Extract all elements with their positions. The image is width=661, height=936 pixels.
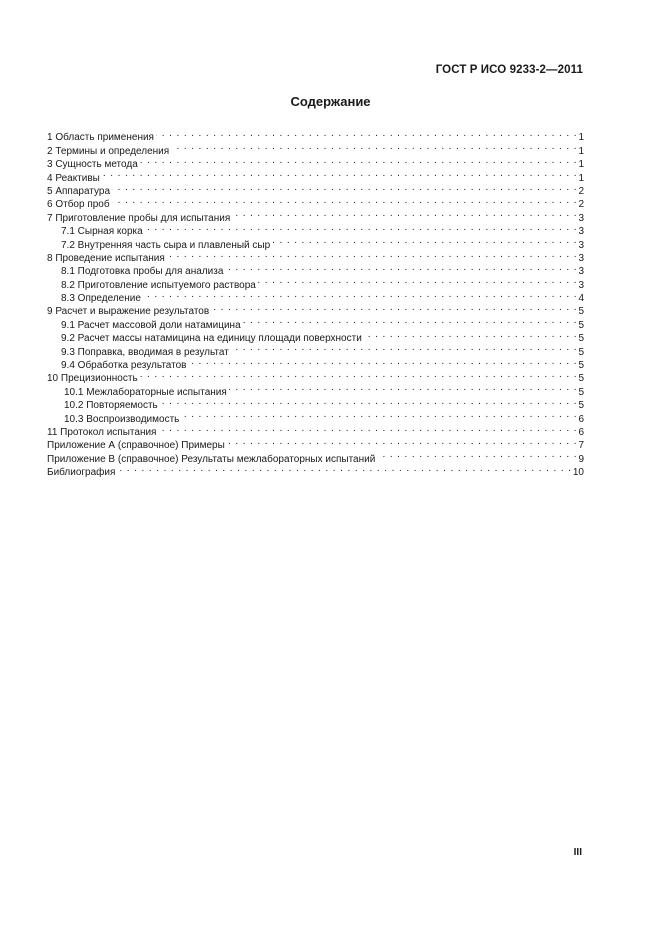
toc-entry-label: 8 Проведение испытания: [47, 252, 165, 264]
toc-entry-label: 8.2 Приготовление испытуемого раствора: [61, 279, 256, 291]
toc-entry-label: 9.2 Расчет массы натамицина на единицу площади поверхности: [61, 333, 362, 345]
toc-leader-dots: [112, 181, 577, 194]
toc-entry-page: 1: [578, 145, 584, 157]
toc-entry-label: 10.3 Воспроизводимость: [64, 413, 180, 425]
standard-code-header: ГОСТ Р ИСО 9233-2—2011: [435, 64, 583, 76]
toc-entry[interactable]: [47, 127, 584, 144]
toc-entry-label: 9.1 Расчет массовой доли натамицина: [61, 319, 241, 331]
toc-entry-label: 7 Приготовление пробы для испытания: [47, 212, 231, 224]
toc-leader-dots: [211, 301, 577, 314]
toc-entry-page: 5: [578, 333, 584, 345]
toc-leader-dots: [231, 341, 578, 354]
toc-leader-dots: [112, 194, 578, 207]
toc-entry-page: 1: [578, 159, 584, 171]
toc-leader-dots: [171, 140, 577, 153]
toc-entry-page: 2: [578, 199, 584, 211]
toc-leader-dots: [167, 248, 578, 261]
toc-leader-dots: [188, 355, 577, 368]
toc-entry-page: 5: [578, 319, 584, 331]
toc-leader-dots: [243, 314, 578, 327]
toc-entry-label: 10.2 Повторяемость: [64, 400, 158, 412]
toc-entry-page: 4: [578, 293, 584, 305]
toc-entry-page: 10: [572, 467, 584, 479]
toc-entry-page: 5: [578, 346, 584, 358]
toc-entry-page: 5: [578, 306, 584, 318]
toc-entry-label: 2 Термины и определения: [47, 145, 170, 157]
toc-entry-page: 1: [578, 132, 584, 144]
toc-leader-dots: [160, 395, 578, 408]
toc-leader-dots: [272, 234, 577, 247]
toc-entry-page: 2: [578, 185, 584, 197]
toc-entry[interactable]: [47, 462, 584, 479]
toc-leader-dots: [229, 381, 578, 394]
toc-leader-dots: [181, 408, 577, 421]
toc-leader-dots: [258, 274, 578, 287]
toc-entry-label: 1 Область применения: [47, 132, 154, 144]
toc-entry-page: 5: [578, 400, 584, 412]
toc-entry-page: 3: [578, 279, 584, 291]
toc-entry-page: 3: [578, 226, 584, 238]
toc-leader-dots: [102, 167, 578, 180]
toc-entry-page: 6: [578, 426, 584, 438]
toc-entry-label: 11 Протокол испытания: [47, 426, 157, 438]
toc-entry-label: 8.1 Подготовка пробы для анализа: [61, 266, 224, 278]
toc-entry[interactable]: [47, 167, 584, 184]
toc-leader-dots: [158, 422, 577, 435]
toc-entry-label: 6 Отбор проб: [47, 199, 110, 211]
toc-entry-page: 3: [578, 266, 584, 278]
toc-leader-dots: [364, 328, 578, 341]
toc-leader-dots: [232, 207, 577, 220]
toc-leader-dots: [156, 127, 577, 140]
toc-entry-label: 7.1 Сырная корка: [61, 226, 143, 238]
toc-entry-label: 5 Аппаратура: [47, 185, 111, 197]
toc-entry-page: 5: [578, 386, 584, 398]
toc-entry-page: 6: [578, 413, 584, 425]
toc-entry-page: 5: [578, 360, 584, 372]
toc-entry[interactable]: [47, 207, 584, 224]
toc-entry-page: 3: [578, 212, 584, 224]
table-of-contents: [47, 127, 584, 479]
toc-leader-dots: [140, 368, 578, 381]
toc-entry[interactable]: [47, 181, 584, 197]
toc-entry-label: Приложение В (справочное) Результаты межлабораторных испытаний: [47, 453, 376, 465]
toc-entry-label: 10.1 Межлабораторные испытания: [64, 386, 227, 398]
toc-leader-dots: [377, 448, 577, 461]
toc-entry-page: 9: [578, 453, 584, 465]
toc-entry-label: Библиография: [47, 467, 116, 479]
toc-entry-label: 8.3 Определение: [61, 293, 141, 305]
toc-entry-label: 9.4 Обработка результатов: [61, 360, 187, 372]
toc-entry-page: 7: [578, 440, 584, 452]
toc-entry-page: 3: [578, 252, 584, 264]
toc-leader-dots: [145, 221, 578, 234]
page-number: III: [573, 847, 582, 858]
toc-leader-dots: [117, 462, 571, 475]
toc-entry-label: 10 Прецизионность: [47, 373, 138, 385]
toc-entry[interactable]: [47, 194, 584, 211]
toc-entry-label: Приложение А (справочное) Примеры: [47, 440, 225, 452]
toc-entry-label: 7.2 Внутренняя часть сыра и плавленый сыр: [61, 239, 271, 251]
toc-entry-page: 5: [578, 373, 584, 385]
toc-leader-dots: [225, 261, 577, 274]
toc-leader-dots: [140, 154, 578, 167]
toc-leader-dots: [143, 288, 578, 301]
toc-entry-label: 9 Расчет и выражение результатов: [47, 306, 210, 318]
toc-entry-page: 1: [578, 172, 584, 184]
toc-entry-page: 3: [578, 239, 584, 251]
toc-entry-label: 3 Сущность метода: [47, 159, 138, 171]
toc-leader-dots: [227, 435, 578, 448]
toc-title: Содержание: [290, 94, 371, 109]
toc-entry-label: 4 Реактивы: [47, 172, 100, 184]
toc-entry-label: 9.3 Поправка, вводимая в результат: [61, 346, 229, 358]
